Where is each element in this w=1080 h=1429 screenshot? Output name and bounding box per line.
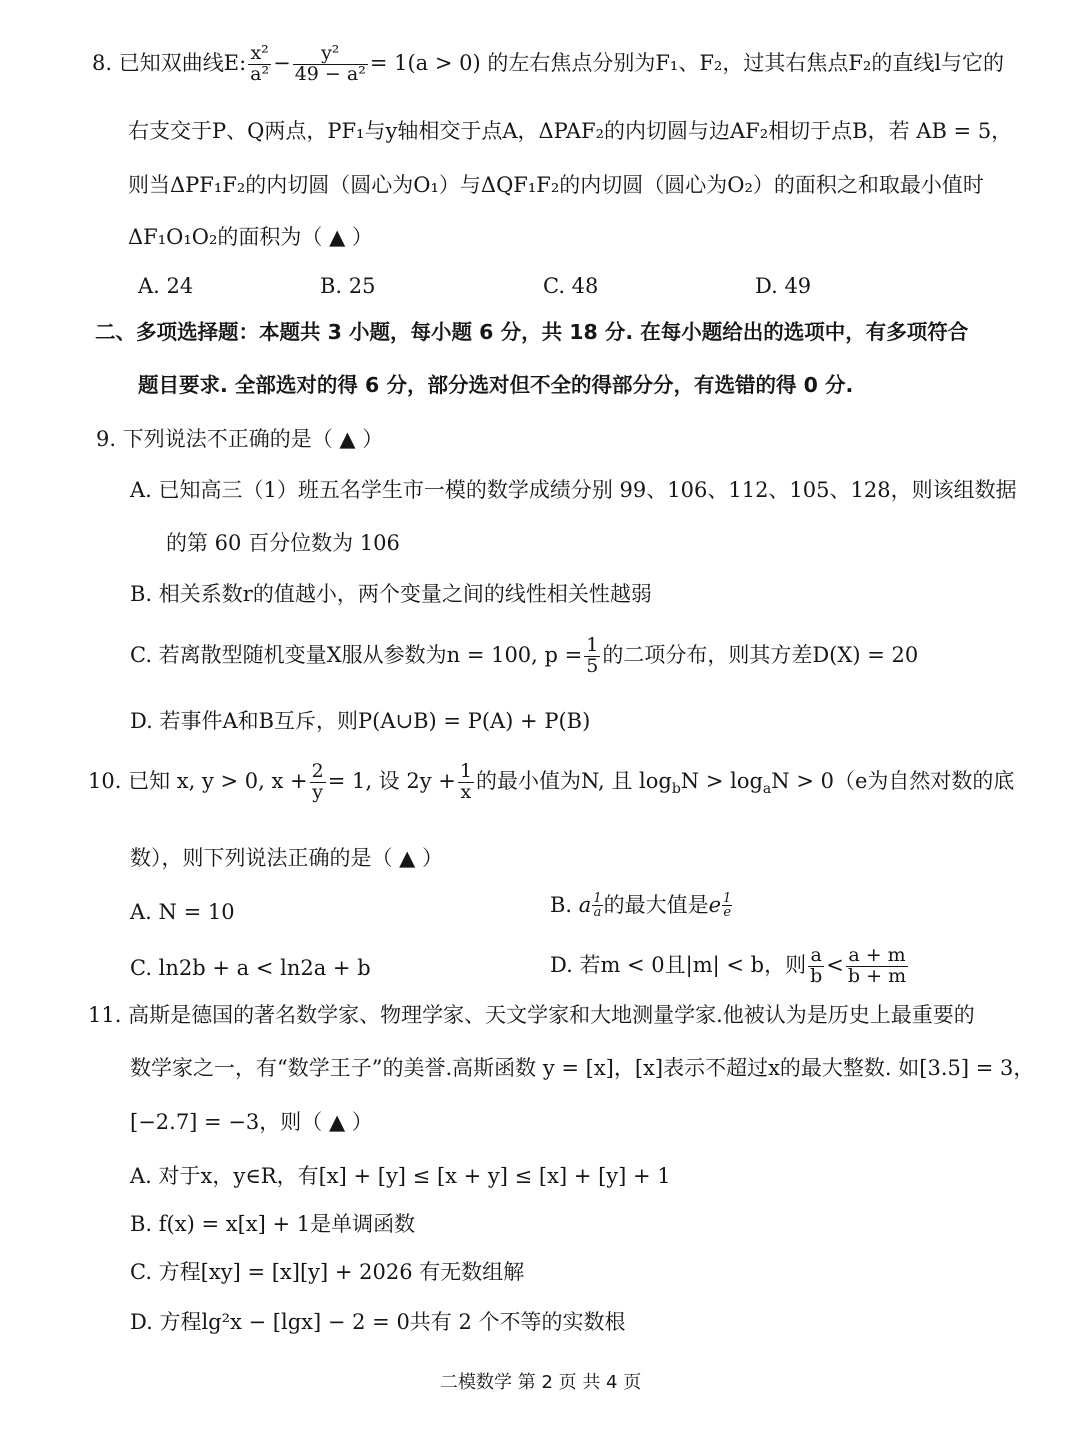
q10-fraction-am-bm: $\frac{a + m}{b + m}$: [847, 944, 907, 987]
q10-option-b: B. a $^{\frac{1}{a}}$ 的最大值是e $^{\frac{1}{e}}$: [550, 891, 732, 920]
q10-stem-line1: 10. 已知 x, y > 0, x + $\frac{2}{y}$ = 1, 设 2y + $\frac{1}{x}$ 的最小值为N, 且 $\log_bN > \log_aN > 0(e$为自然对数的底: [88, 760, 1015, 803]
section2-heading-line1: 二、多项选择题：本题共 3 小题，每小题 6 分，共 18 分. 在每小题给出的选项中，有多项符合: [95, 320, 969, 344]
q8-line2: 右支交于P、Q两点，PF₁与y轴相交于点A，ΔPAF₂的内切圆与边AF₂相切于点B，若 AB = 5，: [128, 119, 1013, 143]
q8-option-d: D. 49: [755, 274, 812, 298]
q11-line3: [−2.7] = −3，则（ ▲ ）: [130, 1110, 373, 1134]
q11-option-a: A. 对于x，y∈R，有[x] + [y] ≤ [x + y] ≤ [x] + [y] + 1: [130, 1164, 671, 1188]
q10-fraction-2y: $\frac{2}{y}$: [311, 760, 324, 803]
q9-stem: 9. 下列说法不正确的是（ ▲ ）: [96, 427, 384, 451]
q11-line2: 数学家之一，有“数学王子”的美誉.高斯函数 y = [x]，[x]表示不超过x的最大整数. 如[3.5] = 3，: [130, 1056, 1035, 1080]
q8-line3: 则当ΔPF₁F₂的内切圆（圆心为O₁）与ΔQF₁F₂的内切圆（圆心为O₂）的面积之和取最小值时: [128, 173, 984, 197]
q9-option-a-line2: 的第 60 百分位数为 106: [166, 531, 400, 555]
q10-option-d: D. 若m < 0且|m| < b，则 $\frac{a}{b}$ < $\frac{a + m}{b + m}$: [550, 944, 907, 987]
q10-fraction-a-b: $\frac{a}{b}$: [810, 944, 823, 987]
q8-fraction-y: $\frac{\text{y²}}{\text{49 − a²}}$: [294, 42, 366, 85]
q10-option-a: A. N = 10: [130, 900, 235, 924]
q9-fraction-p: $\frac{1}{5}$: [586, 634, 599, 677]
q8-option-a: A. 24: [138, 274, 194, 298]
q10-expr-a-root: a $^{\frac{1}{a}}$: [578, 891, 602, 920]
q9-option-a-line1: A. 已知高三（1）班五名学生市一模的数学成绩分别 99、106、112、105、128，则该组数据: [130, 478, 1017, 502]
q11-option-b: B. f(x) = x[x] + 1是单调函数: [130, 1212, 416, 1236]
q10-expr-e-root: e $^{\frac{1}{e}}$: [708, 891, 732, 920]
q8-line1: 8. 已知双曲线E: $\frac{\text{x²}}{\text{a²}}$ − $\frac{\text{y²}}{\text{49 − a²}}$ = 1(a > 0) 的左右焦点分别为F₁、F₂，过其右焦点F₂的直线l与它的: [92, 42, 1005, 85]
page-footer: 二模数学 第 2 页 共 4 页: [440, 1372, 642, 1393]
q9-option-c: C. 若离散型随机变量X服从参数为n = 100, p = $\frac{1}{5}$ 的二项分布，则其方差D(X) = 20: [130, 634, 919, 677]
section2-heading-line2: 题目要求. 全部选对的得 6 分，部分选对但不全的得部分分，有选错的得 0 分.: [138, 373, 854, 397]
q10-fraction-1x: $\frac{1}{x}$: [459, 760, 472, 803]
q8-line4: ΔF₁O₁O₂的面积为（ ▲ ）: [128, 225, 373, 249]
q11-option-d: D. 方程lg²x − [lgx] − 2 = 0共有 2 个不等的实数根: [130, 1310, 626, 1334]
q11-option-c: C. 方程[xy] = [x][y] + 2026 有无数组解: [130, 1260, 525, 1284]
q8-text: 已知双曲线E:: [118, 50, 247, 75]
q8-option-b: B. 25: [320, 274, 376, 298]
q8-fraction-x: $\frac{\text{x²}}{\text{a²}}$: [250, 42, 270, 85]
q11-line1: 11. 高斯是德国的著名数学家、物理学家、天文学家和大地测量学家.他被认为是历史上最重要的: [88, 1003, 975, 1027]
q9-option-b: B. 相关系数r的值越小，两个变量之间的线性相关性越弱: [130, 582, 652, 606]
q10-option-c: C. ln2b + a < ln2a + b: [130, 956, 371, 980]
q9-option-d: D. 若事件A和B互斥，则P(A∪B) = P(A) + P(B): [130, 709, 591, 733]
q10-number: 10.: [88, 768, 122, 793]
q8-text-cont: = 1(a > 0) 的左右焦点分别为F₁、F₂，过其右焦点F₂的直线l与它的: [369, 50, 1005, 75]
q8-number: 8.: [92, 50, 113, 75]
q8-option-c: C. 48: [543, 274, 599, 298]
q10-stem-line2: 数），则下列说法正确的是（ ▲ ）: [130, 846, 443, 870]
